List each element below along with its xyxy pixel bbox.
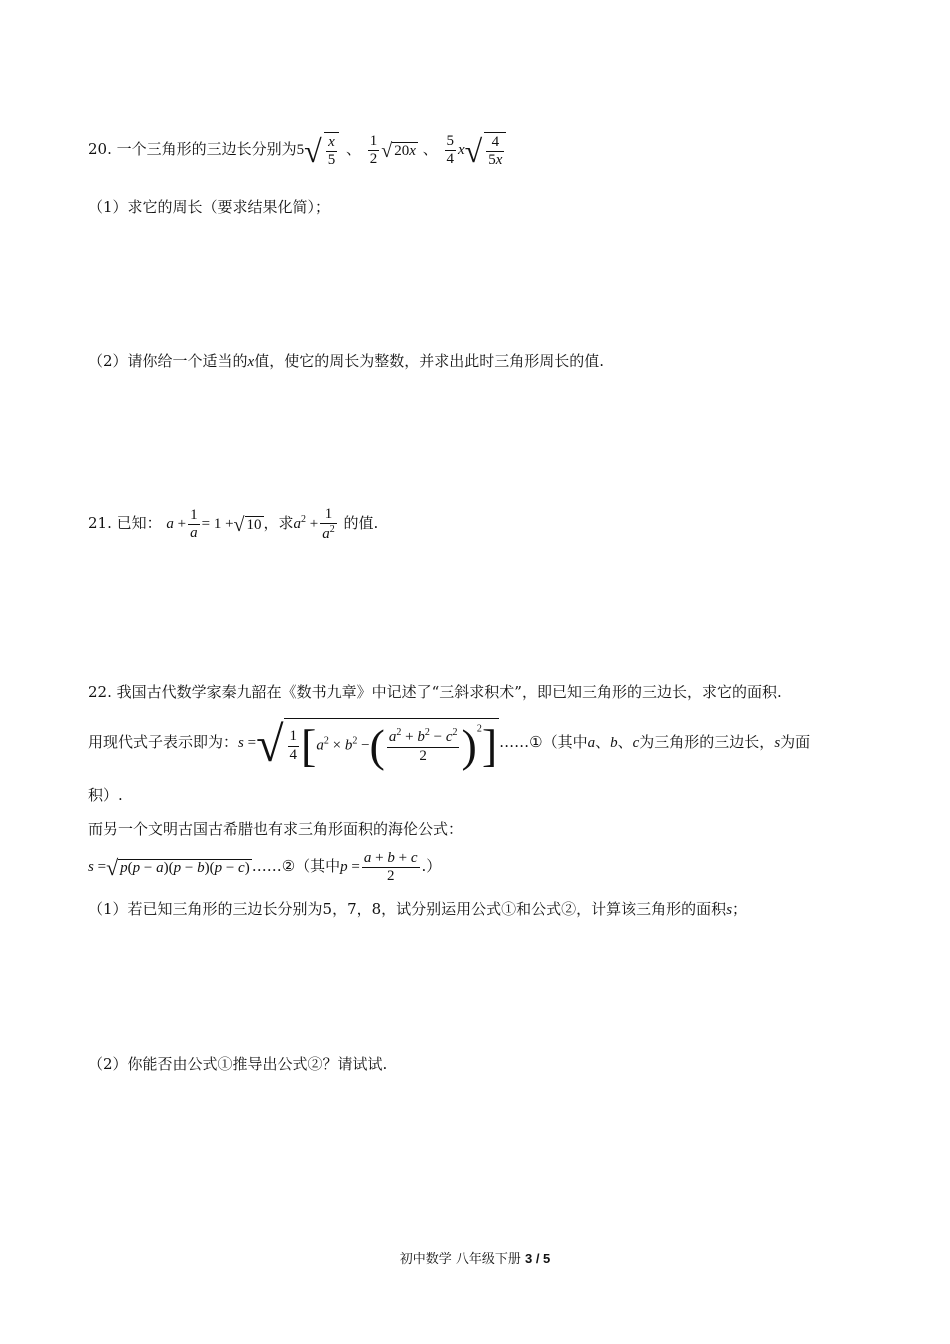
q20-side1-formula: 5√ $\frac{x}{5}$	[297, 142, 342, 158]
q22-part1-var: s	[726, 902, 733, 918]
footer-page-number: 3 / 5	[524, 1251, 551, 1266]
q22-line4: 而另一个文明古国古希腊也有求三角形面积的海伦公式：	[88, 820, 464, 838]
q22-line2-end: 为面	[780, 732, 811, 751]
q21-given-formula: a + $\frac{1}{a}$ = 1 +√ 10	[166, 507, 262, 542]
q20-part2-text-b: 值，使它的周长为整数，并求出此时三角形周长的值.	[254, 352, 604, 370]
footer-subject: 初中数学 八年级下册	[399, 1252, 525, 1267]
q22-line3: 积）.	[88, 786, 123, 804]
q20-part2	[88, 354, 604, 370]
q22-line5-end: .）	[421, 857, 442, 876]
q22-part1	[88, 902, 747, 918]
q21-prefix: 21. 已知：	[88, 514, 162, 533]
q22-formula-p: p = $\frac{a + b + c}{2}$	[340, 850, 418, 885]
q22-part1-text: （1）若已知三角形的三边长分别为5，7，8，试分别运用公式①和公式②，计算该三角形的面积	[88, 900, 727, 918]
q22-formula-1: s =√ $\frac{1}{4}$ [$a^2 \times b^2$ −( $\frac{a^2 + b^2 - c^2}{2}$ )$^2$]	[238, 715, 498, 772]
q20-side2-formula: $\frac{1}{2}$ √ 20x	[369, 133, 416, 168]
q20-prefix: 20. 一个三角形的三边长分别为	[88, 140, 297, 159]
q22-var-c: c	[632, 734, 640, 751]
q20-sep1: 、	[345, 140, 361, 159]
q20-sep2: 、	[422, 140, 438, 159]
q22-line2	[88, 715, 811, 772]
q22-formula-2: s =√ p(p − a)(p − b)(p − c)	[88, 854, 250, 880]
q21-suffix: 的值.	[343, 514, 379, 533]
q20-part2-var: x	[247, 354, 255, 370]
q22-part1-end: ；	[732, 900, 748, 918]
q22-line2-prefix: 用现代式子表示即为：	[88, 732, 239, 751]
q22-line2-dots: ……①（其中	[499, 732, 588, 751]
page-footer	[0, 1248, 950, 1267]
q22-line1: 22. 我国古代数学家秦九韶在《数书九章》中记述了“三斜求积术”，即已知三角形的三边长，求它的面积.	[88, 683, 782, 701]
q22-var-s: s	[774, 734, 781, 751]
q22-line2-sep1: 、	[595, 732, 611, 751]
q20-part2-text-a: （2）请你给一个适当的	[88, 352, 248, 370]
q22-var-b: b	[610, 734, 618, 751]
q22-var-a: a	[587, 734, 596, 751]
q22-line2-mid: 为三角形的三边长，	[639, 732, 775, 751]
q21-target-formula: $a^2$ + $\frac{1}{a^2}$	[293, 506, 335, 543]
q20-side3-formula: $\frac{5}{4}$ x√ $\frac{4}{5x}$	[443, 142, 509, 158]
q22-line2-sep2: 、	[617, 732, 633, 751]
q22-part2: （2）你能否由公式①推导出公式②？请试试.	[88, 1055, 388, 1073]
q22-line5-dots: ……②（其中	[251, 857, 341, 876]
q22-line5	[88, 850, 441, 886]
q20-part1: （1）求它的周长（要求结果化简）；	[88, 198, 331, 216]
q21-stem	[88, 506, 378, 544]
q21-middle: ，求	[263, 514, 294, 533]
q20-stem	[88, 132, 508, 170]
